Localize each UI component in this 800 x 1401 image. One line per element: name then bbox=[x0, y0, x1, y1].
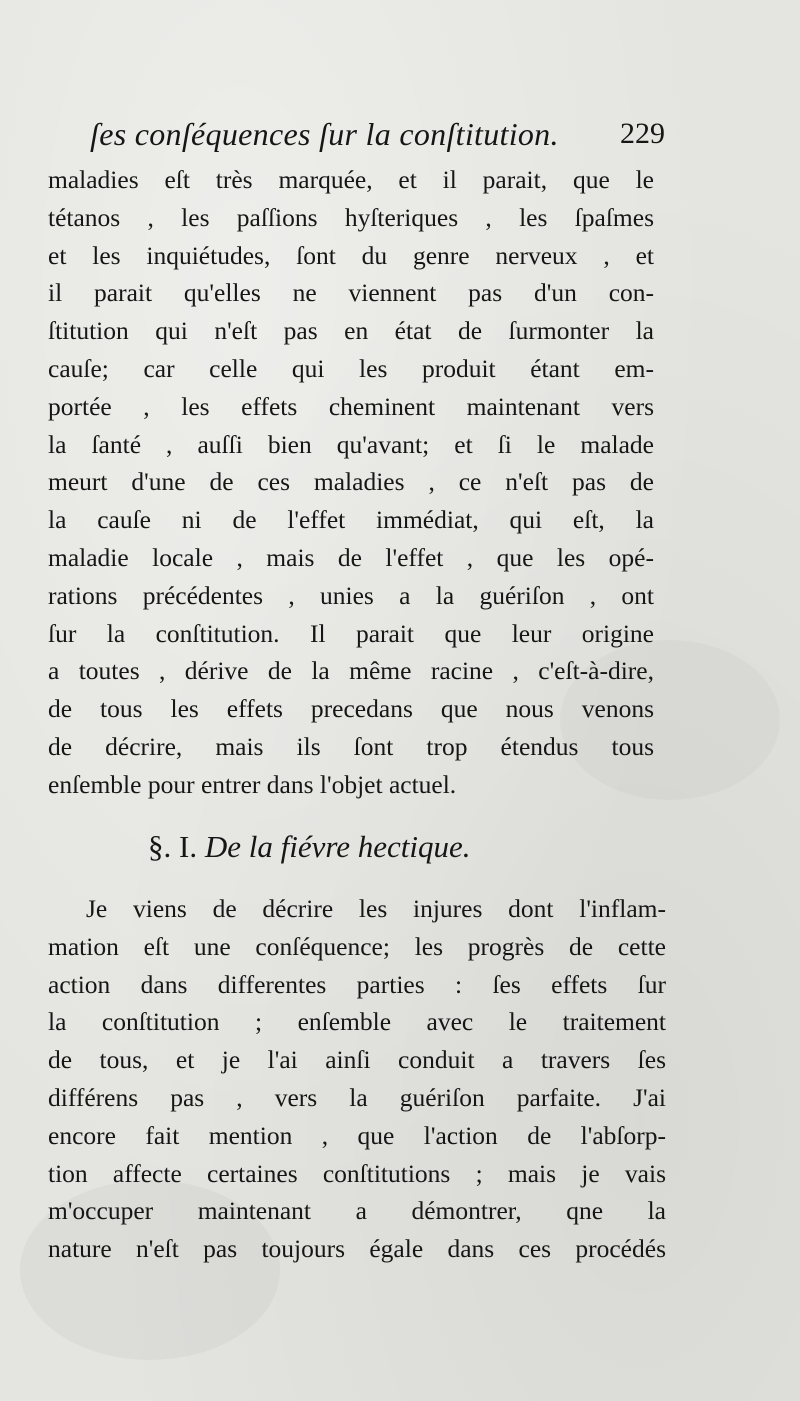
text-line: de décrire, mais ils ſont trop étendus tous bbox=[48, 731, 654, 761]
section-heading bbox=[148, 822, 608, 872]
text-line: meurt d'une de ces maladies , ce n'eſt pas de bbox=[48, 467, 654, 497]
text-line: de tous, et je l'ai ainſi conduit a travers ſes bbox=[48, 1045, 666, 1075]
text-line: la cauſe ni de l'effet immédiat, qui eſt, la bbox=[48, 505, 654, 535]
text-line: portée , les effets cheminent maintenant vers bbox=[48, 391, 654, 421]
section-title: De la fiévre hectique. bbox=[204, 829, 471, 864]
text-line: enſemble pour entrer dans l'objet actuel. bbox=[48, 769, 457, 799]
text-line: la conſtitution ; enſemble avec le traitement bbox=[48, 1007, 666, 1037]
text-line: maladie locale , mais de l'effet , que les opé- bbox=[48, 542, 654, 572]
text-line: tétanos , les paſſions hyſteriques , les ſpaſmes bbox=[48, 202, 654, 232]
text-line: mation eſt une conſéquence; les progrès de cette bbox=[48, 931, 666, 961]
text-line: il parait qu'elles ne viennent pas d'un con- bbox=[48, 278, 654, 308]
text-line: la ſanté , auſſi bien qu'avant; et ſi le malade bbox=[48, 429, 654, 459]
text-line: ſur la conſtitution. Il parait que leur origine bbox=[48, 618, 654, 648]
page-number: 229 bbox=[620, 117, 665, 150]
text-line: rations précédentes , unies a la guériſon , ont bbox=[48, 580, 654, 610]
text-line: m'occuper maintenant a démontrer, qne la bbox=[48, 1196, 666, 1226]
text-line: de tous les effets precedans que nous venons bbox=[48, 694, 654, 724]
text-line: Je viens de décrire les injures dont l'inflam- bbox=[86, 894, 666, 923]
text-line: cauſe; car celle qui les produit étant em- bbox=[48, 353, 654, 383]
section-number: §. I. bbox=[148, 829, 198, 864]
text-line: a toutes , dérive de la même racine , c'eſt-à-dire, bbox=[48, 656, 654, 686]
paragraph-1 bbox=[48, 161, 654, 804]
text-line: action dans differentes parties : ſes effets ſur bbox=[48, 969, 666, 999]
text-line: encore fait mention , que l'action de l'abſorp- bbox=[48, 1120, 666, 1150]
text-line: différens pas , vers la guériſon parfaite. J'ai bbox=[48, 1082, 666, 1112]
text-line: maladies eſt très marquée, et il parait, que le bbox=[48, 165, 654, 194]
paragraph-2 bbox=[48, 890, 666, 1268]
page-header bbox=[90, 112, 665, 156]
text-line: et les inquiétudes, ſont du genre nerveux , et bbox=[48, 240, 654, 270]
text-line: nature n'eſt pas toujours égale dans ces procédés bbox=[48, 1234, 666, 1264]
text-line: tion affecte certaines conſtitutions ; mais je vais bbox=[48, 1158, 666, 1188]
text-line: ſtitution qui n'eſt pas en état de ſurmonter la bbox=[48, 316, 654, 346]
running-head: ſes conſéquences ſur la conſtitution. bbox=[90, 116, 559, 152]
